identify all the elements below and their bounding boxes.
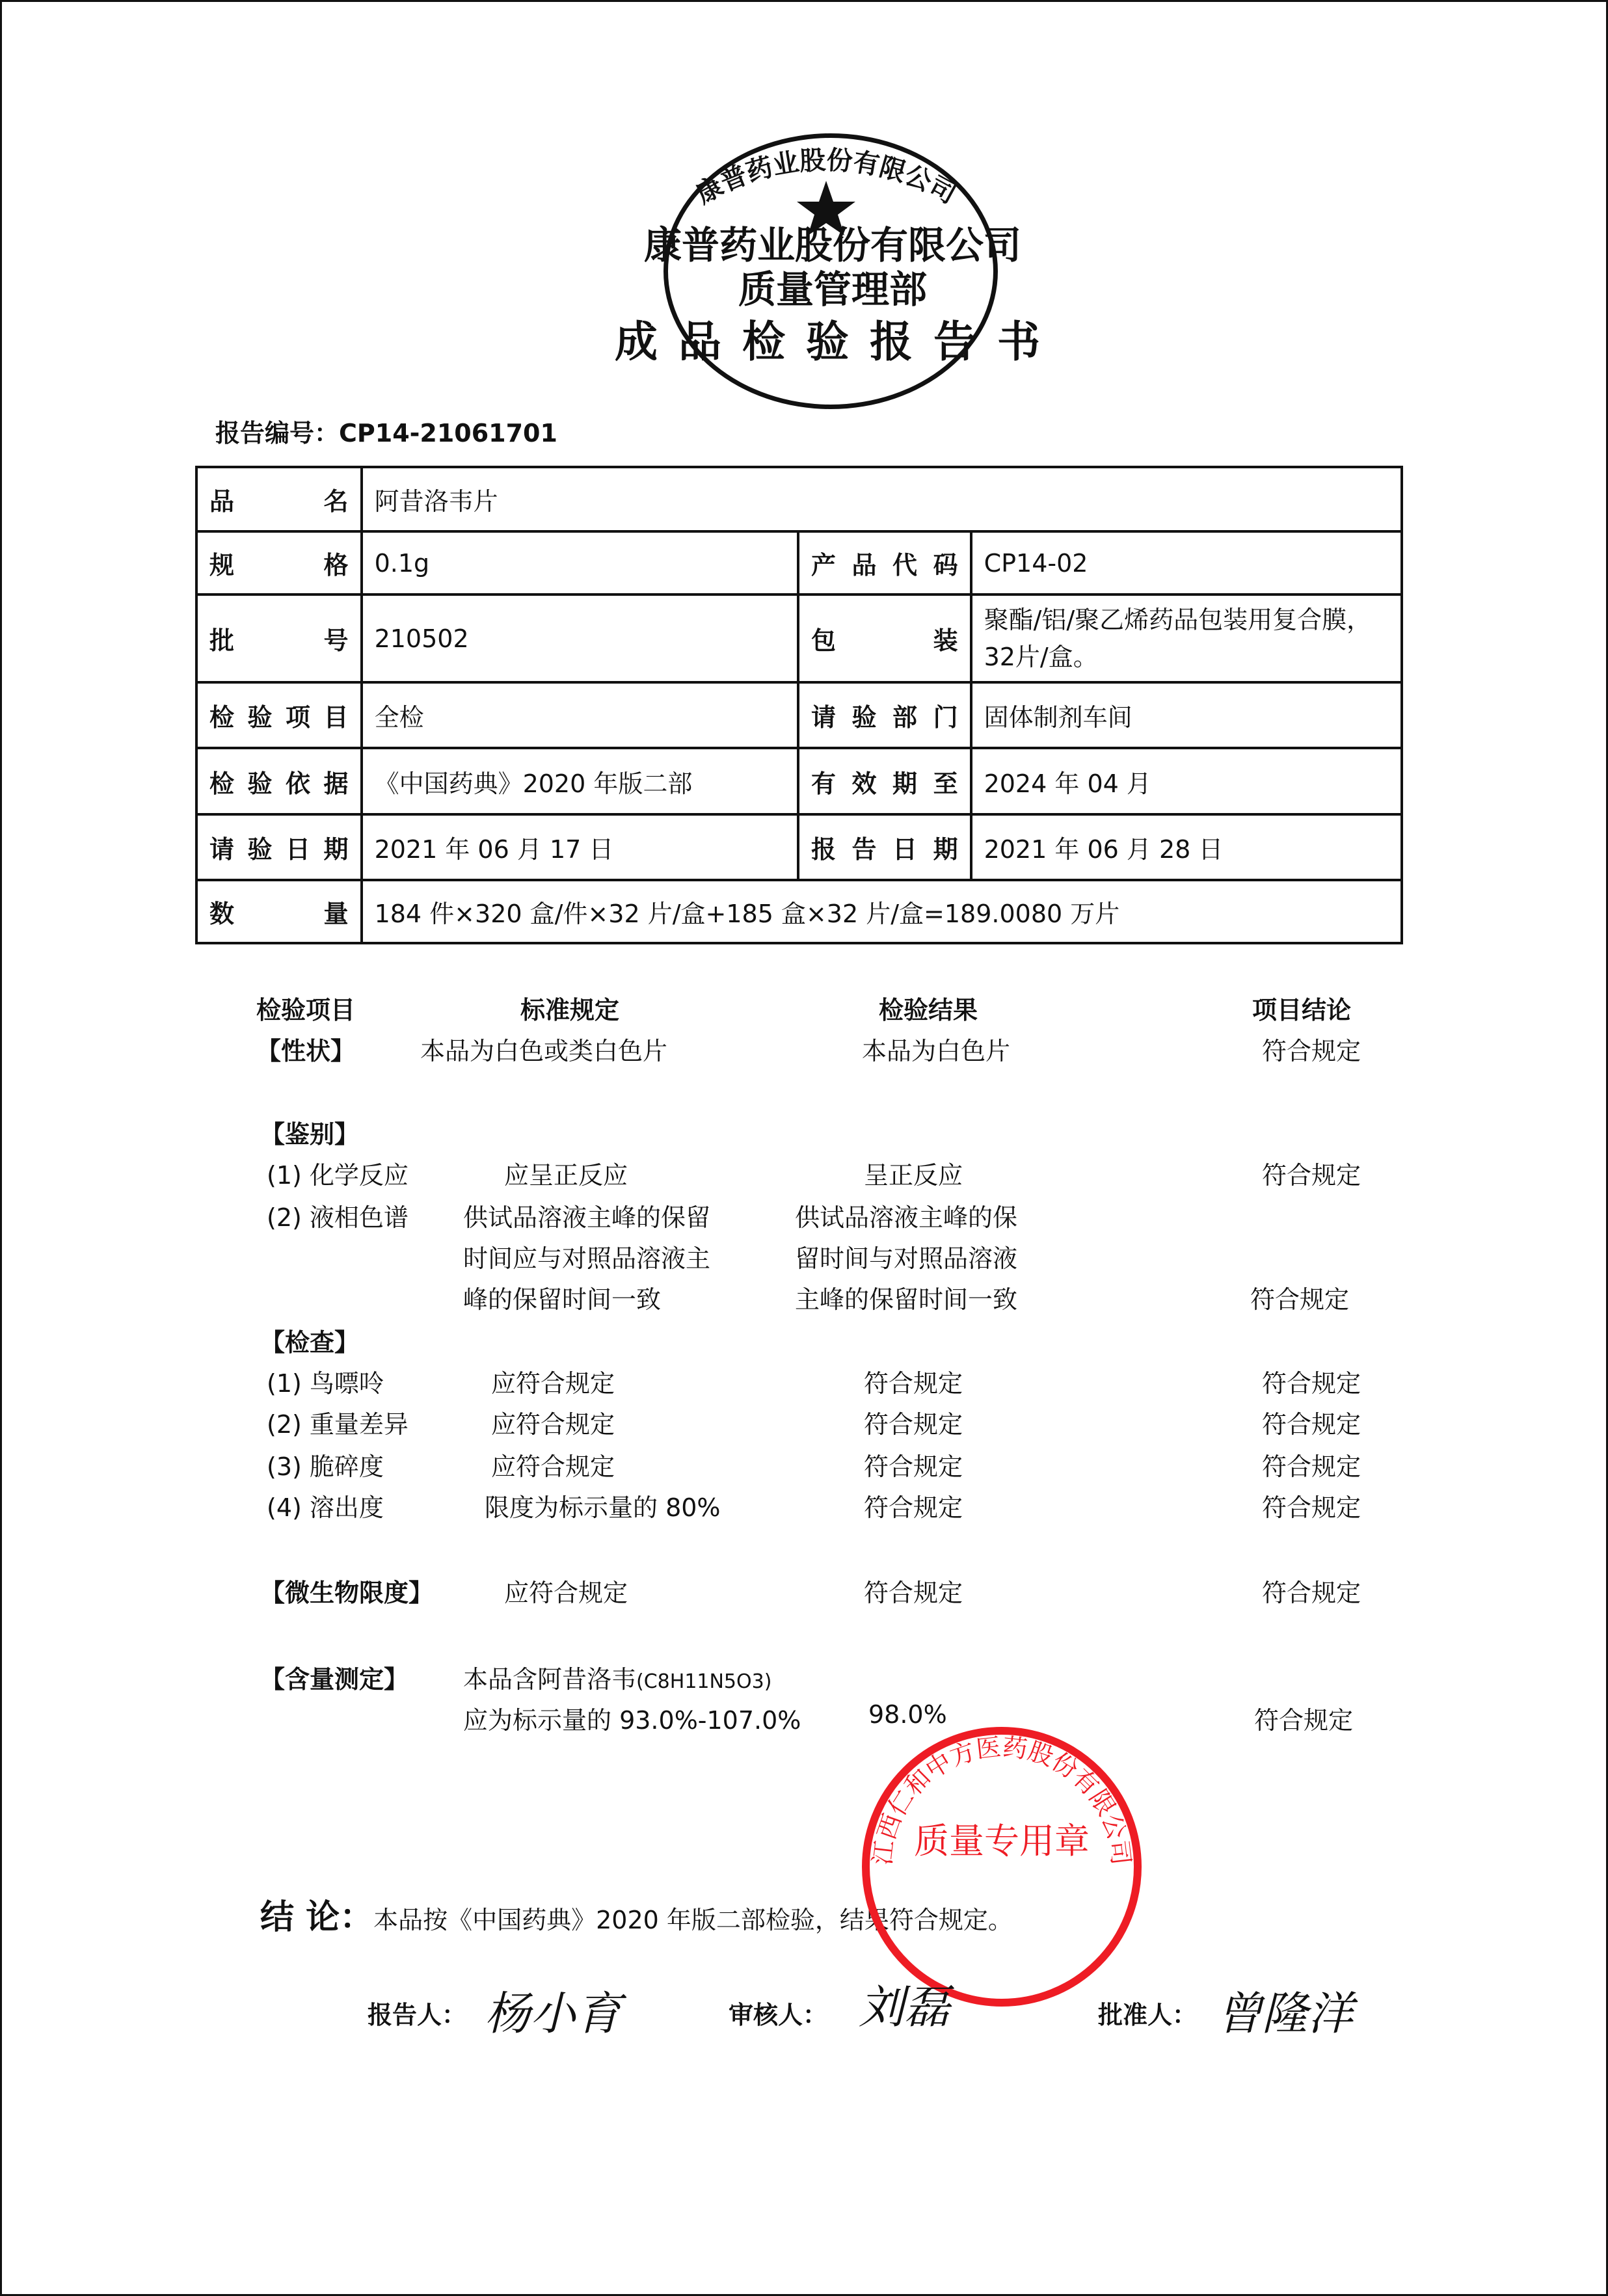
col-header-standard: 标准规定: [520, 996, 620, 1024]
hplc-standard-line: 时间应与对照品溶液主: [463, 1244, 711, 1273]
assay-conclusion: 符合规定: [1254, 1706, 1354, 1735]
quality-seal-center-text: 质量专用章: [914, 1821, 1090, 1862]
assay-standard-text: 本品含阿昔洛韦: [463, 1665, 637, 1694]
department-name: 质量管理部: [738, 267, 928, 312]
cell-value: 2021 年 06 月 28 日: [971, 814, 1402, 880]
cell-label: 包 装: [798, 594, 971, 682]
chem-result: 呈正反应: [864, 1161, 963, 1190]
cell-value: 全检: [362, 682, 798, 748]
appearance-conclusion: 符合规定: [1262, 1037, 1361, 1065]
table-row: [196, 814, 1402, 880]
cell-value: 2021 年 06 月 17 日: [362, 814, 798, 880]
cell-label: 请验部门: [798, 682, 971, 748]
company-name: 康普药业股份有限公司: [644, 223, 1022, 267]
assay-item: 【含量测定】: [260, 1665, 409, 1694]
check-result: 符合规定: [864, 1410, 963, 1439]
cell-value: 阿昔洛韦片: [362, 467, 1402, 531]
cell-label: 有效期至: [798, 748, 971, 814]
cell-label: 批 号: [196, 594, 362, 682]
hplc-item: (2) 液相色谱: [267, 1203, 409, 1232]
chem-conclusion: 符合规定: [1262, 1161, 1361, 1190]
table-row: [196, 880, 1402, 943]
check-result: 符合规定: [864, 1493, 963, 1522]
hplc-standard-line: 供试品溶液主峰的保留: [463, 1203, 711, 1232]
hplc-result-line: 供试品溶液主峰的保: [795, 1203, 1018, 1232]
table-row: [196, 531, 1402, 594]
cell-label: 检验依据: [196, 748, 362, 814]
check-item: (4) 溶出度: [267, 1493, 384, 1522]
check-conclusion: 符合规定: [1262, 1369, 1361, 1398]
document-title: 成品检验报告书: [615, 317, 1061, 367]
cell-value: 210502: [362, 594, 798, 682]
check-conclusion: 符合规定: [1262, 1410, 1361, 1439]
cell-value: 固体制剂车间: [971, 682, 1402, 748]
hplc-standard-line: 峰的保留时间一致: [463, 1285, 662, 1314]
reporter-label: 报告人：: [368, 2001, 467, 2029]
assay-result: 98.0%: [868, 1700, 947, 1729]
microbial-result: 符合规定: [864, 1579, 963, 1607]
reporter-signature: 杨小育: [485, 1987, 621, 2040]
conclusion-text: 本品按《中国药典》2020 年版二部检验，结果符合规定。: [373, 1906, 1013, 1934]
report-number: [215, 413, 557, 449]
cell-label: 检验项目: [196, 682, 362, 748]
check-result: 符合规定: [864, 1452, 963, 1481]
hplc-result-line: 主峰的保留时间一致: [795, 1285, 1018, 1314]
check-standard: 应符合规定: [491, 1452, 615, 1481]
cell-label: 请验日期: [196, 814, 362, 880]
appearance-item: 【性状】: [256, 1037, 356, 1065]
approver-label: 批准人：: [1098, 2001, 1198, 2029]
microbial-item: 【微生物限度】: [260, 1579, 434, 1607]
cell-value: 聚酯/铝/聚乙烯药品包装用复合膜，32片/盒。: [971, 594, 1402, 682]
check-result: 符合规定: [864, 1369, 963, 1398]
chem-standard: 应呈正反应: [504, 1161, 628, 1190]
cell-value: 0.1g: [362, 531, 798, 594]
report-number-value: CP14-21061701: [339, 419, 557, 447]
reviewer-signature: 刘磊: [859, 1981, 950, 2034]
check-item: (3) 脆碎度: [267, 1452, 384, 1481]
reviewer-label: 审核人：: [729, 2001, 828, 2029]
check-standard: 应符合规定: [491, 1410, 615, 1439]
cell-value: 《中国药典》2020 年版二部: [362, 748, 798, 814]
assay-standard-line1: [463, 1659, 771, 1695]
conclusion-label: 结 论：: [260, 1898, 374, 1937]
cell-label: 品 名: [196, 467, 362, 531]
check-conclusion: 符合规定: [1262, 1493, 1361, 1522]
cell-label: 规 格: [196, 531, 362, 594]
cell-value: 184 件×320 盒/件×32 片/盒+185 盒×32 片/盒=189.0080 万片: [362, 880, 1402, 943]
cell-label: 数 量: [196, 880, 362, 943]
cell-label: 产品代码: [798, 531, 971, 594]
check-standard: 限度为标示量的 80%: [485, 1493, 721, 1522]
product-info-table: [195, 466, 1403, 944]
table-row: [196, 748, 1402, 814]
check-item: (1) 鸟嘌呤: [267, 1369, 384, 1398]
seal-arc-text: 康普药业股份有限公司: [691, 145, 961, 210]
check-conclusion: 符合规定: [1262, 1452, 1361, 1481]
hplc-conclusion: 符合规定: [1250, 1285, 1350, 1314]
table-row: [196, 682, 1402, 748]
checks-heading: 【检查】: [260, 1328, 360, 1357]
assay-standard-line2: 应为标示量的 93.0%-107.0%: [463, 1706, 801, 1735]
cell-value: CP14-02: [971, 531, 1402, 594]
report-number-label: 报告编号：: [215, 419, 340, 447]
check-item: (2) 重量差异: [267, 1410, 409, 1439]
cell-value: 2024 年 04 月: [971, 748, 1402, 814]
assay-formula: (C8H11N5O3): [636, 1670, 772, 1693]
chem-item: (1) 化学反应: [267, 1161, 409, 1190]
hplc-result-line: 留时间与对照品溶液: [795, 1244, 1018, 1273]
quality-seal-ring-text: 江西仁和中方医药股份有限公司: [868, 1732, 1136, 1867]
identification-heading: 【鉴别】: [260, 1120, 360, 1149]
col-header-conclusion: 项目结论: [1252, 996, 1352, 1024]
appearance-result: 本品为白色片: [862, 1037, 1011, 1065]
col-header-result: 检验结果: [879, 996, 978, 1024]
table-row: [196, 467, 1402, 531]
check-standard: 应符合规定: [491, 1369, 615, 1398]
appearance-standard: 本品为白色或类白色片: [420, 1037, 668, 1065]
col-header-item: 检验项目: [256, 996, 356, 1024]
microbial-conclusion: 符合规定: [1262, 1579, 1361, 1607]
approver-signature: 曾隆洋: [1216, 1987, 1353, 2040]
microbial-standard: 应符合规定: [504, 1579, 628, 1607]
cell-label: 报告日期: [798, 814, 971, 880]
table-row: [196, 594, 1402, 682]
